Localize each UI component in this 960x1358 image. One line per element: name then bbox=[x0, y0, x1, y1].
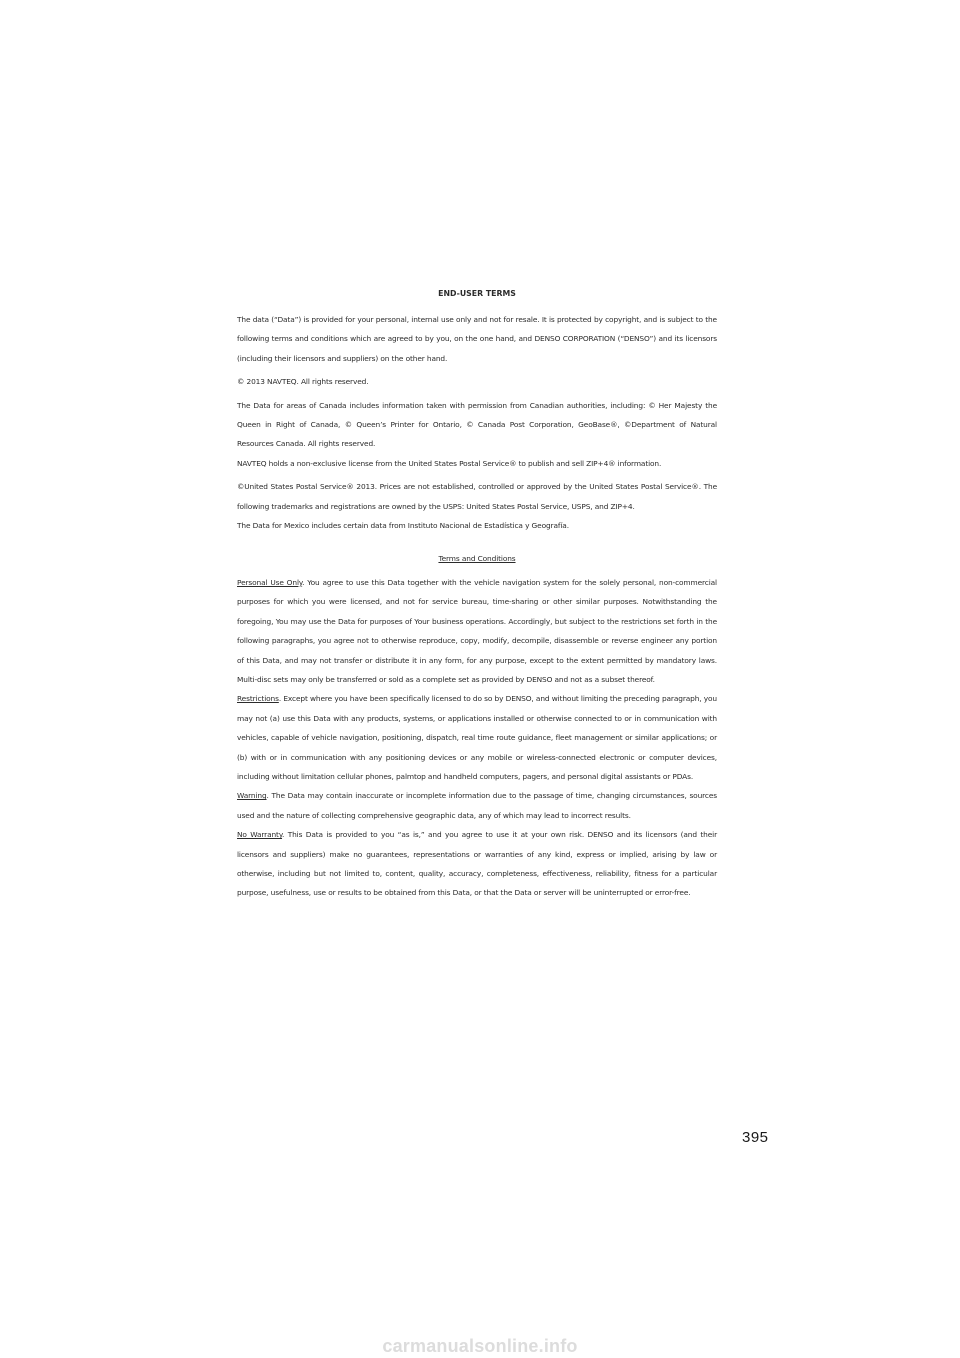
section-body: This Data is provided to you “as is,” and you agree to use it at your own risk. DENSO and its licensors (and their licensors and suppliers) make no guarantees, representations or warranties of any kind, express or implied, arising by law or otherwise, including but not limited to, content, quality, accuracy, completeness, effectiveness, reliability, fitness for a particular purpose, usefulness, use or results to be obtained from this Data, or that the Data or server will be uninterrupted or error-free. bbox=[237, 830, 717, 898]
intro-paragraph-navteq-license: NAVTEQ holds a non-exclusive license from the United States Postal Service® to publish and sell ZIP+4® information. bbox=[237, 458, 662, 468]
watermark-logo: carmanualsonline.info bbox=[382, 1336, 578, 1356]
intro-paragraph-usps: ©United States Postal Service® 2013. Prices are not established, controlled or approved by the United States Postal Service®. The following trademarks and registrations are owned by the USPS: United States Postal Service, USPS, and ZIP+4. bbox=[237, 482, 717, 511]
section-body: Except where you have been specifically licensed to do so by DENSO, and without limiting the preceding paragraph, you may not (a) use this Data with any products, systems, or applications installed or otherwise connected to or in communication with vehicles, capable of vehicle navigation, positioning, dispatch, real time route guidance, fleet management or similar applications; or (b) with or in communication with any positioning devices or any mobile or wireless-connected electronic or computer devices, including without limitation cellular phones, palmtop and handheld computers, pagers, and personal digital assistants or PDAs. bbox=[237, 694, 717, 781]
section-personal-use bbox=[237, 573, 717, 689]
section-body: You agree to use this Data together with the vehicle navigation system for the solely personal, non-commercial purposes for which you were licensed, and not for service bureau, time-sharing or other similar purposes. Notwithstanding the foregoing, You may use the Data for purposes of Your business operations. Accordingly, but subject to the restrictions set forth in the following paragraphs, you agree not to otherwise reproduce, copy, modify, decompile, disassemble or reverse engineer any portion of this Data, and may not transfer or distribute it in any form, for any purpose, except to the extent permitted by mandatory laws. Multi-disc sets may only be transferred or sold as a complete set as provided by DENSO and not as a subset thereof. bbox=[237, 577, 717, 684]
section-title-punct: . bbox=[266, 791, 272, 801]
section-title: No Warranty bbox=[237, 830, 283, 840]
intro-paragraph-mexico: The Data for Mexico includes certain data from Instituto Nacional de Estadística y Geografía. bbox=[237, 521, 569, 531]
section-body: The Data may contain inaccurate or incomplete information due to the passage of time, changing circumstances, sources used and the nature of collecting comprehensive geographic data, any of which may lead to incorrect results. bbox=[237, 791, 717, 820]
intro-paragraph-data: The data (“Data”) is provided for your personal, internal use only and not for resale. It is protected by copyright, and is subject to the following terms and conditions which are agreed to by you, on the one hand, and DENSO CORPORATION (“DENSO”) and its licensors (including their licensors and suppliers) on the other hand. bbox=[237, 315, 717, 363]
section-title-punct: . bbox=[302, 577, 308, 587]
section-warning bbox=[237, 786, 717, 825]
section-restrictions bbox=[237, 689, 717, 786]
section-title: Restrictions bbox=[237, 694, 279, 704]
end-user-terms bbox=[237, 288, 717, 903]
terms-and-conditions-heading: Terms and Conditions bbox=[438, 554, 516, 564]
section-title: Warning bbox=[237, 791, 267, 801]
section-title-punct: . bbox=[282, 830, 288, 840]
intro-paragraph-canada: The Data for areas of Canada includes information taken with permission from Canadian authorities, including: © Her Majesty the Queen in Right of Canada, © Queen’s Printer for Ontario, © Canada Post Corporation, GeoBase®, ©Department of Natural Resources Canada. All rights reserved. bbox=[237, 400, 717, 449]
intro-paragraph-copyright: © 2013 NAVTEQ. All rights reserved. bbox=[237, 377, 369, 387]
terms-heading: END-USER TERMS bbox=[438, 289, 516, 298]
section-title-punct: . bbox=[278, 694, 284, 704]
section-title: Personal Use Only bbox=[237, 577, 303, 587]
section-no-warranty bbox=[237, 825, 717, 903]
page-number: 395 bbox=[742, 1129, 769, 1146]
